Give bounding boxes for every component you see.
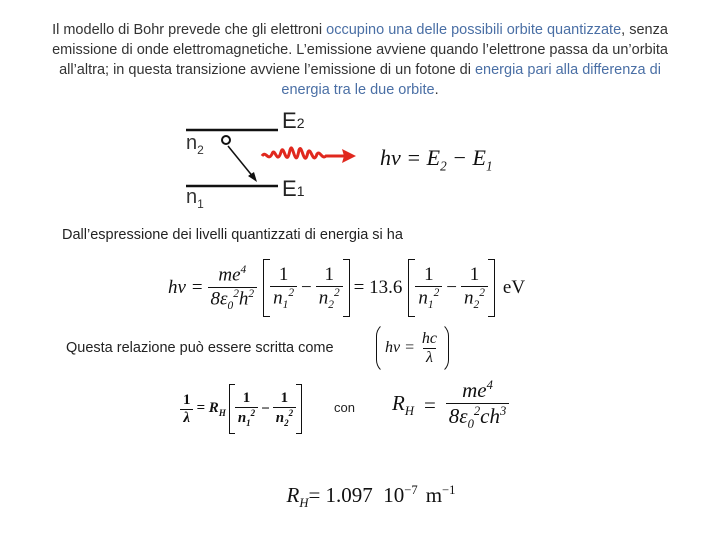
intro-text-3: . (434, 82, 439, 98)
energy-level-diagram (178, 108, 378, 210)
intro-highlight-energy: energia pari alla differenza di energia tra le due orbite (281, 62, 661, 98)
intro-text-2: , senza emissione di onde elettromagnetiche. L’emissione avviene quando l’elettrone passa da un’orbita all’altra; in questa transizione avviene l’emissione di un fotone di (52, 22, 668, 78)
transition-arrow (228, 146, 254, 178)
bracket-left-2 (408, 259, 415, 317)
rydberg-equation: $\frac{1}{\lambda}$ = $R_H$ $\frac{1}{n_1^2}$ − $\frac{1}{n_2^2}$ (180, 382, 302, 436)
intro-highlight-orbits: occupino una delle possibili orbite quantizzate (326, 22, 622, 38)
levels-text: Dall’espressione dei livelli quantizzati di energia si ha (62, 227, 403, 243)
photon-energy-equation: $h\nu = E_2 - E_1$ (380, 145, 493, 174)
n2-label: $n_2$ (186, 132, 204, 157)
photon-wave-icon (262, 148, 346, 158)
upper-level-label: E2 (282, 108, 305, 133)
photon-wavelength-equation: hν = $\frac{hc}{\lambda}$ (376, 322, 449, 374)
transition-arrowhead (248, 172, 257, 182)
electron-icon (222, 136, 230, 144)
eq2-fraction: $\frac{me^4}{8\varepsilon_0^2h^2}$ (208, 264, 258, 311)
lower-level-label: E1 (282, 176, 305, 201)
diagram-svg (178, 108, 378, 210)
con-text: con (334, 400, 355, 415)
n1-label: $n_1$ (186, 186, 204, 211)
energy-levels-equation: hν = $\frac{me^4}{8\varepsilon_0^2h^2}$ $\frac{1}{n_1^2}$ − $\frac{1}{n_2^2}$ = 13.6 $\frac{1}{n_1^2}$ − $\frac{1}{n_2^2}$ eV (168, 258, 525, 318)
intro-text-1: Il modello di Bohr prevede che gli elettroni (52, 22, 327, 38)
photon-arrowhead (342, 149, 356, 163)
bracket-right-3 (296, 384, 302, 434)
bracket-left-1 (263, 259, 270, 317)
bracket-right-2 (488, 259, 495, 317)
relation-text: Questa relazione può essere scritta come (66, 340, 334, 356)
rydberg-constant-value: $R_H= 1.097$ $10^{-7}$ $m^{-1}$ (286, 483, 456, 511)
intro-paragraph (40, 20, 680, 100)
rydberg-constant-formula: $R_H$ = $\frac{me^4}{8\varepsilon_0^2ch^3}$ (392, 372, 509, 438)
bracket-right-1 (343, 259, 350, 317)
